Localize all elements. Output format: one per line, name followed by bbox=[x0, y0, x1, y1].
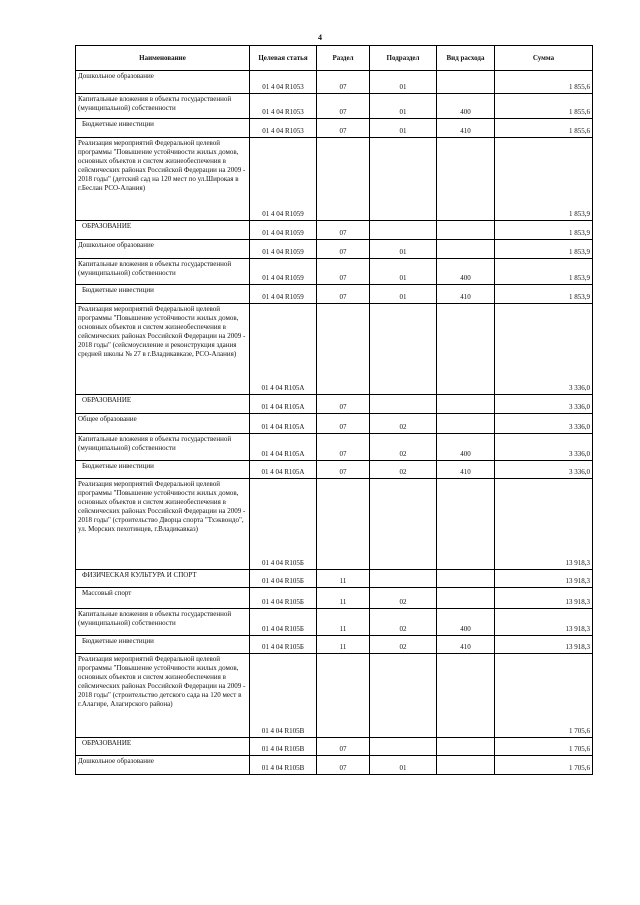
row-target-article: 01 4 04 R105В bbox=[250, 756, 317, 775]
row-target-article: 01 4 04 R105А bbox=[250, 304, 317, 395]
row-sum: 1 705,6 bbox=[495, 756, 593, 775]
row-expense-type bbox=[437, 221, 495, 240]
table-row bbox=[76, 588, 593, 609]
row-expense-type: 410 bbox=[437, 636, 495, 654]
row-name: Бюджетные инвестиции bbox=[76, 285, 250, 304]
row-expense-type bbox=[437, 588, 495, 609]
table-row bbox=[76, 434, 593, 461]
row-section: 07 bbox=[317, 434, 370, 461]
row-name: ОБРАЗОВАНИЕ bbox=[76, 738, 250, 756]
header-sum: Сумма bbox=[495, 46, 593, 71]
table-row bbox=[76, 71, 593, 94]
table-row bbox=[76, 285, 593, 304]
row-target-article: 01 4 04 R105В bbox=[250, 738, 317, 756]
table-row bbox=[76, 461, 593, 479]
row-target-article: 01 4 04 R105Б bbox=[250, 588, 317, 609]
row-expense-type bbox=[437, 654, 495, 738]
row-subsection bbox=[370, 570, 437, 588]
row-sum: 3 336,0 bbox=[495, 461, 593, 479]
row-section: 07 bbox=[317, 119, 370, 138]
row-sum: 3 336,0 bbox=[495, 414, 593, 434]
row-sum: 1 853,9 bbox=[495, 221, 593, 240]
row-section bbox=[317, 304, 370, 395]
row-sum: 1 855,6 bbox=[495, 94, 593, 119]
table-row bbox=[76, 636, 593, 654]
row-name: ОБРАЗОВАНИЕ bbox=[76, 395, 250, 414]
row-name: Дошкольное образование bbox=[76, 71, 250, 94]
row-name: Бюджетные инвестиции bbox=[76, 461, 250, 479]
row-section: 11 bbox=[317, 636, 370, 654]
table-row bbox=[76, 259, 593, 285]
row-expense-type bbox=[437, 240, 495, 259]
row-subsection bbox=[370, 221, 437, 240]
row-name: Бюджетные инвестиции bbox=[76, 636, 250, 654]
row-name: Капитальные вложения в объекты государственной (муниципальной) собственности bbox=[76, 434, 250, 461]
row-target-article: 01 4 04 R1059 bbox=[250, 138, 317, 221]
row-expense-type bbox=[437, 738, 495, 756]
row-target-article: 01 4 04 R105Б bbox=[250, 479, 317, 570]
row-subsection bbox=[370, 654, 437, 738]
row-expense-type bbox=[437, 414, 495, 434]
row-section bbox=[317, 138, 370, 221]
row-target-article: 01 4 04 R1059 bbox=[250, 285, 317, 304]
table-row bbox=[76, 414, 593, 434]
row-section: 07 bbox=[317, 395, 370, 414]
row-section: 07 bbox=[317, 221, 370, 240]
table-row bbox=[76, 395, 593, 414]
table-row bbox=[76, 738, 593, 756]
row-subsection: 01 bbox=[370, 259, 437, 285]
row-name: Дошкольное образование bbox=[76, 240, 250, 259]
row-name: Реализация мероприятий Федеральной целевой программы "Повышение устойчивости жилых домов, основных объектов и систем жизнеобеспечения в сейсмических районах Российской Федерации на 2009 - 2018 годы" (сейсмоусиление и реконструкция здания средней школы № 27 в г.Владикавказе, РСО-Алания) bbox=[76, 304, 250, 395]
header-name: Наименование bbox=[76, 46, 250, 71]
row-expense-type: 410 bbox=[437, 285, 495, 304]
row-section bbox=[317, 479, 370, 570]
row-target-article: 01 4 04 R105Б bbox=[250, 609, 317, 636]
row-expense-type bbox=[437, 756, 495, 775]
row-expense-type: 400 bbox=[437, 609, 495, 636]
row-section: 07 bbox=[317, 738, 370, 756]
row-subsection bbox=[370, 738, 437, 756]
row-subsection: 02 bbox=[370, 609, 437, 636]
row-subsection: 02 bbox=[370, 414, 437, 434]
row-name: Дошкольное образование bbox=[76, 756, 250, 775]
row-target-article: 01 4 04 R1059 bbox=[250, 259, 317, 285]
row-target-article: 01 4 04 R1059 bbox=[250, 240, 317, 259]
row-name: Капитальные вложения в объекты государственной (муниципальной) собственности bbox=[76, 94, 250, 119]
row-subsection bbox=[370, 395, 437, 414]
table-row bbox=[76, 654, 593, 738]
header-subsection: Подраздел bbox=[370, 46, 437, 71]
row-subsection: 02 bbox=[370, 461, 437, 479]
row-sum: 1 855,6 bbox=[495, 71, 593, 94]
budget-table bbox=[75, 45, 593, 775]
row-section: 07 bbox=[317, 240, 370, 259]
row-name: ОБРАЗОВАНИЕ bbox=[76, 221, 250, 240]
row-name: ФИЗИЧЕСКАЯ КУЛЬТУРА И СПОРТ bbox=[76, 570, 250, 588]
row-name: Реализация мероприятий Федеральной целевой программы "Повышение устойчивости жилых домов, основных объектов и систем жизнеобеспечения в сейсмических районах Российской Федерации на 2009 - 2018 годы" (строительство детского сада на 120 мест в г.Алагире, Алагирского района) bbox=[76, 654, 250, 738]
row-sum: 13 918,3 bbox=[495, 609, 593, 636]
row-name: Бюджетные инвестиции bbox=[76, 119, 250, 138]
row-section: 07 bbox=[317, 414, 370, 434]
row-sum: 3 336,0 bbox=[495, 434, 593, 461]
row-section: 11 bbox=[317, 609, 370, 636]
row-subsection: 01 bbox=[370, 119, 437, 138]
row-subsection bbox=[370, 479, 437, 570]
row-sum: 13 918,3 bbox=[495, 479, 593, 570]
row-subsection: 02 bbox=[370, 434, 437, 461]
row-name: Капитальные вложения в объекты государственной (муниципальной) собственности bbox=[76, 609, 250, 636]
row-sum: 1 705,6 bbox=[495, 738, 593, 756]
table-row bbox=[76, 570, 593, 588]
row-sum: 3 336,0 bbox=[495, 395, 593, 414]
row-name: Реализация мероприятий Федеральной целевой программы "Повышение устойчивости жилых домов, основных объектов и систем жизнеобеспечения в сейсмических районах Российской Федерации на 2009 - 2018 годы" (строительство Дворца спорта "Тхэквондо", ул. Морских пехотинцев, г.Владикавказ) bbox=[76, 479, 250, 570]
row-section: 11 bbox=[317, 588, 370, 609]
row-sum: 13 918,3 bbox=[495, 588, 593, 609]
table-row bbox=[76, 240, 593, 259]
row-section: 07 bbox=[317, 285, 370, 304]
row-section bbox=[317, 654, 370, 738]
row-expense-type: 410 bbox=[437, 461, 495, 479]
row-expense-type: 400 bbox=[437, 434, 495, 461]
row-name: Капитальные вложения в объекты государственной (муниципальной) собственности bbox=[76, 259, 250, 285]
row-expense-type bbox=[437, 138, 495, 221]
row-target-article: 01 4 04 R105В bbox=[250, 654, 317, 738]
row-subsection: 02 bbox=[370, 588, 437, 609]
row-subsection bbox=[370, 304, 437, 395]
row-sum: 13 918,3 bbox=[495, 570, 593, 588]
row-target-article: 01 4 04 R1053 bbox=[250, 94, 317, 119]
row-target-article: 01 4 04 R105Б bbox=[250, 570, 317, 588]
row-target-article: 01 4 04 R1053 bbox=[250, 119, 317, 138]
row-subsection: 01 bbox=[370, 240, 437, 259]
row-sum: 1 853,9 bbox=[495, 285, 593, 304]
row-expense-type bbox=[437, 479, 495, 570]
row-sum: 1 853,9 bbox=[495, 240, 593, 259]
table-row bbox=[76, 119, 593, 138]
row-expense-type: 400 bbox=[437, 94, 495, 119]
row-target-article: 01 4 04 R1059 bbox=[250, 221, 317, 240]
table-row bbox=[76, 138, 593, 221]
header-expense-type: Вид расхода bbox=[437, 46, 495, 71]
row-expense-type: 400 bbox=[437, 259, 495, 285]
table-row bbox=[76, 479, 593, 570]
header-target-article: Целевая статья bbox=[250, 46, 317, 71]
row-target-article: 01 4 04 R105А bbox=[250, 414, 317, 434]
row-sum: 1 853,9 bbox=[495, 259, 593, 285]
row-sum: 1 855,6 bbox=[495, 119, 593, 138]
row-sum: 13 918,3 bbox=[495, 636, 593, 654]
row-subsection bbox=[370, 138, 437, 221]
row-name: Реализация мероприятий Федеральной целевой программы "Повышение устойчивости жилых домов, основных объектов и систем жизнеобеспечения в сейсмических районах Российской Федерации на 2009 - 2018 годы" (детский сад на 120 мест по ул.Широкая в г.Беслан РСО-Алания) bbox=[76, 138, 250, 221]
row-expense-type bbox=[437, 570, 495, 588]
page-number: 4 bbox=[318, 33, 322, 42]
row-target-article: 01 4 04 R105А bbox=[250, 434, 317, 461]
row-section: 07 bbox=[317, 259, 370, 285]
table-header-row bbox=[76, 46, 593, 71]
row-expense-type bbox=[437, 71, 495, 94]
row-subsection: 01 bbox=[370, 94, 437, 119]
table-row bbox=[76, 609, 593, 636]
table-row bbox=[76, 304, 593, 395]
table-row bbox=[76, 756, 593, 775]
row-name: Массовый спорт bbox=[76, 588, 250, 609]
row-sum: 3 336,0 bbox=[495, 304, 593, 395]
row-subsection: 01 bbox=[370, 756, 437, 775]
row-subsection: 01 bbox=[370, 285, 437, 304]
row-section: 07 bbox=[317, 94, 370, 119]
row-target-article: 01 4 04 R1053 bbox=[250, 71, 317, 94]
row-section: 07 bbox=[317, 71, 370, 94]
row-target-article: 01 4 04 R105А bbox=[250, 395, 317, 414]
header-section: Раздел bbox=[317, 46, 370, 71]
row-target-article: 01 4 04 R105А bbox=[250, 461, 317, 479]
row-subsection: 02 bbox=[370, 636, 437, 654]
row-section: 07 bbox=[317, 461, 370, 479]
row-target-article: 01 4 04 R105Б bbox=[250, 636, 317, 654]
row-section: 07 bbox=[317, 756, 370, 775]
row-subsection: 01 bbox=[370, 71, 437, 94]
row-expense-type bbox=[437, 395, 495, 414]
table-row bbox=[76, 221, 593, 240]
row-sum: 1 705,6 bbox=[495, 654, 593, 738]
row-name: Общее образование bbox=[76, 414, 250, 434]
row-section: 11 bbox=[317, 570, 370, 588]
row-expense-type bbox=[437, 304, 495, 395]
table-row bbox=[76, 94, 593, 119]
row-expense-type: 410 bbox=[437, 119, 495, 138]
row-sum: 1 853,9 bbox=[495, 138, 593, 221]
